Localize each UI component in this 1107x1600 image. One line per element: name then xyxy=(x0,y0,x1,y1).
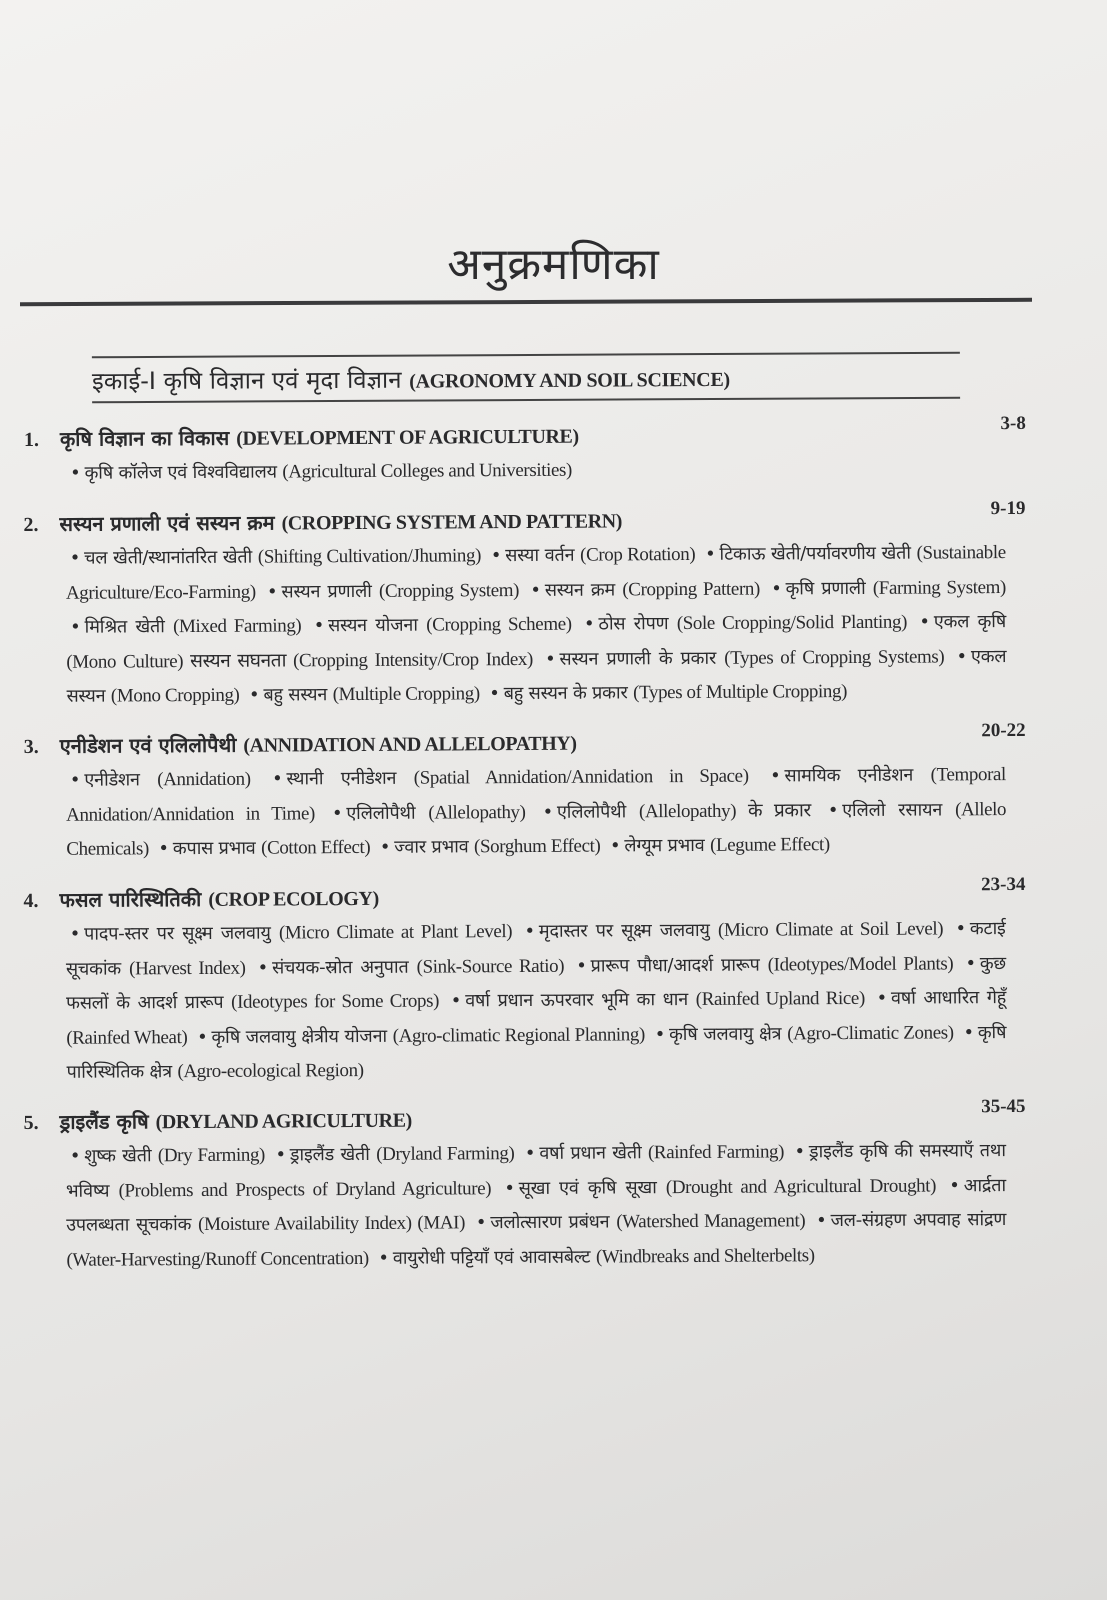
topic-item xyxy=(538,800,823,823)
topic-english: (Rainfed Upland Rice) xyxy=(695,987,865,1010)
topic-english: (Agro-ecological Region) xyxy=(177,1059,364,1082)
topic-item xyxy=(580,611,915,634)
topic-english: (Watershed Management) xyxy=(616,1210,806,1233)
topic-hindi: सामयिक एनीडेशन xyxy=(784,764,914,787)
bullet-icon: • xyxy=(69,769,81,791)
topic-hindi: कपास प्रभाव xyxy=(172,837,256,860)
chapter-title-hindi: एनीडेशन एवं एलिलोपैथी xyxy=(59,732,237,758)
bullet-icon: • xyxy=(583,613,595,635)
bullet-icon: • xyxy=(379,836,391,858)
topic-hindi: सस्यन योजना xyxy=(328,614,418,636)
topic-hindi: कृषि जलवायु क्षेत्र xyxy=(669,1022,782,1045)
topic-hindi: एकल सस्यन xyxy=(66,645,1007,707)
chapter-entry xyxy=(23,875,1024,1090)
topic-item xyxy=(572,952,961,975)
unit-title-hindi: इकाई-I कृषि विज्ञान एवं मृदा विज्ञान xyxy=(91,365,402,396)
topic-english: (Allelo Chemicals) xyxy=(66,798,1007,860)
topic-english: (Sink-Source Ratio) xyxy=(416,954,565,977)
bullet-icon: • xyxy=(919,611,930,633)
chapter-topics xyxy=(66,536,1007,714)
topic-hindi: संचयक-स्रोत अनुपात xyxy=(271,955,409,978)
bullet-icon: • xyxy=(450,989,462,1011)
chapter-number: 2. xyxy=(23,513,39,536)
bullet-icon: • xyxy=(248,684,260,706)
chapter-page-range: 9-19 xyxy=(990,497,1026,519)
chapter-number: 3. xyxy=(23,735,39,759)
chapter-title-hindi: कृषि विज्ञान का विकास xyxy=(59,425,230,451)
topic-hindi: पादप-स्तर पर सूक्ष्म जलवायु xyxy=(84,922,271,945)
topic-english: (Multiple Cropping) xyxy=(332,682,480,705)
topic-item xyxy=(500,1175,945,1199)
bullet-icon: • xyxy=(490,544,502,566)
chapter-list xyxy=(23,412,1026,1289)
topic-item xyxy=(66,615,310,637)
topic-hindi: एनीडेशन xyxy=(84,769,140,791)
chapter-heading xyxy=(23,719,1026,764)
topic-item xyxy=(485,681,847,704)
topic-hindi: कृषि प्रणाली xyxy=(785,576,866,599)
title-divider xyxy=(20,298,1032,306)
topic-hindi: एलिलोपैथी xyxy=(556,800,627,823)
chapter-topics xyxy=(66,451,1006,491)
chapter-title-hindi: सस्यन प्रणाली एवं सस्यन क्रम xyxy=(59,510,275,536)
topic-hindi: मृदास्तर पर सूक्ष्म जलवायु xyxy=(538,919,710,942)
topic-english: (Mono Culture) सस्यन सघनता (Cropping Intensity/Crop Index) xyxy=(66,647,533,672)
chapter-title xyxy=(60,729,577,759)
topic-item xyxy=(487,543,701,565)
bullet-icon: • xyxy=(489,682,500,704)
topic-item xyxy=(651,1021,960,1044)
chapter-title-hindi: ड्राइलैंड कृषि xyxy=(59,1109,149,1134)
bullet-icon: • xyxy=(530,578,541,600)
topic-item xyxy=(606,834,830,856)
topic-item xyxy=(271,1143,521,1166)
topic-hindi: बहु सस्यन xyxy=(263,683,328,706)
topic-english: (Shifting Cultivation/Jhuming) xyxy=(257,544,482,568)
topic-english: (Micro Climate at Soil Level) xyxy=(717,917,944,941)
bullet-icon: • xyxy=(257,956,269,978)
chapter-topics xyxy=(66,758,1007,867)
bullet-icon: • xyxy=(770,765,781,787)
topic-hindi: वर्षा आधारित गेहूँ xyxy=(890,986,1007,1009)
bullet-icon: • xyxy=(816,1210,827,1232)
topic-english: (Windbreaks and Shelterbelts) xyxy=(595,1244,815,1268)
topic-item xyxy=(193,1023,651,1047)
topic-english: (Crop Rotation) xyxy=(580,543,696,566)
topic-hindi: वर्षा प्रधान ऊपरवार भूमि का धान xyxy=(465,988,689,1011)
topic-item xyxy=(526,578,767,600)
topic-english: (Cropping Scheme) xyxy=(426,613,572,636)
bullet-icon: • xyxy=(876,987,888,1009)
topic-hindi: आर्द्रता उपलब्धता सूचकांक xyxy=(66,1174,1007,1236)
topic-english: (Allelopathy) xyxy=(428,801,526,824)
chapter-heading xyxy=(23,412,1026,457)
bullet-icon: • xyxy=(69,923,81,945)
chapter-title xyxy=(59,883,378,912)
topic-english: (Rainfed Farming) xyxy=(647,1141,785,1164)
chapter-title xyxy=(60,422,579,452)
chapter-entry xyxy=(23,1095,1026,1278)
topic-hindi: लेग्यूम प्रभाव xyxy=(624,834,705,857)
unit-heading xyxy=(92,352,960,404)
chapter-entry xyxy=(23,412,1026,492)
topic-item xyxy=(376,836,606,858)
topic-english: (Agricultural Colleges and Universities) xyxy=(282,459,572,483)
topic-english: (Farming System) xyxy=(872,576,1006,598)
topic-hindi: सूखा एवं कृषि सूखा xyxy=(518,1176,657,1199)
chapter-title-english: (DEVELOPMENT OF AGRICULTURE) xyxy=(236,425,579,450)
bullet-icon: • xyxy=(654,1023,666,1045)
topic-hindi: बहु सस्यन के प्रकार xyxy=(503,681,628,704)
bullet-icon: • xyxy=(609,835,621,857)
chapter-number: 4. xyxy=(23,889,39,912)
topic-hindi: वर्षा प्रधान खेती xyxy=(539,1142,642,1164)
topic-english: (Sustainable Agriculture/Eco-Farming) xyxy=(65,541,1006,603)
bullet-icon: • xyxy=(794,1141,806,1163)
topic-hindi: जलोत्सारण प्रबंधन xyxy=(490,1211,610,1234)
topic-hindi: कृषि पारिस्थितिक क्षेत्र xyxy=(66,1021,1007,1083)
chapter-page-range: 3-8 xyxy=(1000,412,1026,435)
bullet-icon: • xyxy=(331,802,343,824)
bullet-icon: • xyxy=(313,614,325,636)
chapter-title-english: (CROP ECOLOGY) xyxy=(208,887,379,911)
topic-english: (Ideotypes for Some Crops) xyxy=(231,990,440,1013)
chapter-entry xyxy=(23,719,1026,868)
topic-hindi: ड्राइलैंड कृषि की समस्याएँ तथा भविष्य xyxy=(65,1140,1006,1202)
topic-english: (Temporal Annidation/Annidation in Time) xyxy=(66,764,1006,826)
topic-english: (Agro-climatic Regional Planning) xyxy=(392,1023,645,1046)
topic-hindi: ज्वार प्रभाव xyxy=(394,836,469,858)
topic-hindi: सस्यन प्रणाली xyxy=(281,579,372,602)
bullet-icon: • xyxy=(70,462,81,484)
topic-english: (Mono Cropping) xyxy=(110,684,240,707)
topic-item xyxy=(268,766,766,790)
topic-item xyxy=(521,1141,791,1164)
bullet-icon: • xyxy=(378,1247,389,1269)
topic-item xyxy=(66,921,521,945)
chapter-page-range: 35-45 xyxy=(981,1095,1026,1118)
topic-item xyxy=(254,955,573,978)
topic-english: (Cotton Effect) xyxy=(261,836,371,859)
chapter-topics xyxy=(66,912,1007,1090)
topic-hindi: शुष्क खेती xyxy=(84,1145,152,1167)
chapter-title-english: (CROPPING SYSTEM AND PATTERN) xyxy=(281,509,623,534)
topic-english: (Agro-Climatic Zones) xyxy=(787,1021,954,1044)
topic-item xyxy=(66,769,268,791)
topic-item xyxy=(66,1145,272,1167)
topic-hindi: कुछ फसलों के आदर्श प्रारूप xyxy=(66,952,1006,1014)
topic-item xyxy=(328,801,539,823)
topic-english: (Drought and Agricultural Drought) xyxy=(665,1174,937,1198)
chapter-entry xyxy=(23,499,1024,714)
topic-hindi: टिकाऊ खेती/पर्यावरणीय खेती xyxy=(719,542,911,565)
bullet-icon: • xyxy=(524,920,535,942)
chapter-number: 1. xyxy=(23,428,39,452)
topic-hindi: कृषि कॉलेज एवं विश्वविद्यालय xyxy=(84,461,277,484)
topic-hindi: सस्यन क्रम xyxy=(544,578,616,600)
chapter-number: 5. xyxy=(23,1111,39,1135)
bullet-icon: • xyxy=(69,547,81,569)
topic-english: (Rainfed Wheat) xyxy=(66,1026,188,1048)
topic-item xyxy=(374,1245,814,1269)
topic-hindi: मिश्रित खेती xyxy=(84,615,165,638)
topic-english: (Harvest Index) xyxy=(129,956,246,979)
topic-hindi: एलिलोपैथी xyxy=(346,802,416,824)
unit-title-english: (AGRONOMY AND SOIL SCIENCE) xyxy=(409,368,730,393)
topic-english: (Types of Cropping Systems) xyxy=(724,645,945,668)
topic-english: (Dry Farming) xyxy=(157,1144,266,1167)
bullet-icon: • xyxy=(524,1142,536,1164)
topic-english: (Water-Harvesting/Runoff Concentration) xyxy=(66,1247,369,1271)
chapter-title-english: (ANNIDATION AND ALLELOPATHY) xyxy=(243,732,577,757)
bullet-icon: • xyxy=(771,577,782,599)
topic-hindi: ड्राइलैंड खेती xyxy=(289,1143,370,1166)
bullet-icon: • xyxy=(272,768,283,790)
topic-item xyxy=(472,1210,812,1233)
bullet-icon: • xyxy=(705,543,716,565)
topic-english: (Annidation) xyxy=(157,768,251,791)
topic-item xyxy=(66,460,572,484)
topic-item xyxy=(263,579,526,602)
bullet-icon: • xyxy=(956,645,967,667)
bullet-icon: • xyxy=(542,801,554,823)
topic-hindi: चल खेती/स्थानांतरित खेती xyxy=(84,546,253,569)
bullet-icon: • xyxy=(827,799,839,821)
topic-hindi: प्रारूप पौधा/आदर्श प्रारूप xyxy=(590,953,760,976)
topic-item xyxy=(245,683,485,705)
bullet-icon: • xyxy=(475,1212,487,1234)
bullet-icon: • xyxy=(955,917,966,939)
topic-item xyxy=(767,576,1006,598)
bullet-icon: • xyxy=(70,616,81,638)
chapter-title xyxy=(59,506,622,536)
topic-item xyxy=(447,987,873,1011)
topic-english: (Sole Cropping/Solid Planting) xyxy=(676,611,908,634)
topic-hindi: कृषि जलवायु क्षेत्रीय योजना xyxy=(211,1024,388,1047)
topic-english: (Legume Effect) xyxy=(709,834,830,856)
topic-english: (Cropping System) xyxy=(378,579,520,601)
topic-hindi: सस्या वर्तन xyxy=(505,544,575,566)
bullet-icon: • xyxy=(197,1025,208,1047)
chapter-page-range: 20-22 xyxy=(981,719,1026,742)
topic-item xyxy=(310,613,580,636)
topic-english: (Ideotypes/Model Plants) xyxy=(767,952,954,975)
topic-english: (Moisture Availability Index) (MAI) xyxy=(198,1212,466,1235)
chapter-heading xyxy=(23,1095,1026,1140)
topic-hindi: एकल कृषि xyxy=(933,610,1007,632)
topic-english: (Problems and Prospects of Dryland Agriculture) xyxy=(118,1177,492,1201)
chapter-heading xyxy=(23,873,1026,917)
bullet-icon: • xyxy=(266,580,278,602)
topic-english: (Micro Climate at Plant Level) xyxy=(278,920,513,943)
topic-hindi: कटाई सूचकांक xyxy=(65,917,1006,979)
topic-item xyxy=(154,837,376,859)
bullet-icon: • xyxy=(949,1174,960,1196)
bullet-icon: • xyxy=(69,1145,81,1167)
chapter-topics xyxy=(66,1134,1007,1278)
topic-english: (Dryland Farming) xyxy=(376,1143,515,1165)
topic-english: (Cropping Pattern) xyxy=(622,577,760,600)
bullet-icon: • xyxy=(965,952,976,974)
topic-hindi: वायुरोधी पट्टियाँ एवं आवासबेल्ट xyxy=(392,1246,591,1269)
topic-english: (Allelopathy) के प्रकार xyxy=(638,799,811,822)
topic-item xyxy=(66,545,487,569)
bullet-icon: • xyxy=(545,647,556,669)
chapter-title-hindi: फसल पारिस्थितिकी xyxy=(59,886,202,912)
bullet-icon: • xyxy=(963,1021,974,1043)
bullet-icon: • xyxy=(158,838,169,860)
topic-item xyxy=(520,918,951,942)
topic-english: (Spatial Annidation/Annidation in Space) xyxy=(413,765,749,789)
unit-title xyxy=(92,360,960,398)
chapter-title xyxy=(60,1106,412,1135)
topic-hindi: ठोस रोपण xyxy=(598,612,669,635)
page-title: अनुक्रमणिका xyxy=(447,239,660,290)
topic-hindi: सस्यन प्रणाली के प्रकार xyxy=(559,646,717,669)
bullet-icon: • xyxy=(576,954,587,976)
bullet-icon: • xyxy=(504,1177,515,1199)
topic-hindi: जल-संग्रहण अपवाह सांद्रण xyxy=(830,1209,1007,1232)
chapter-page-range: 23-34 xyxy=(981,873,1026,895)
topic-english: (Types of Multiple Cropping) xyxy=(633,680,848,703)
topic-hindi: एलिलो रसायन xyxy=(842,798,943,821)
topic-item xyxy=(541,645,953,669)
topic-hindi: स्थानी एनीडेशन xyxy=(286,767,397,790)
topic-english: (Mixed Farming) xyxy=(173,614,302,637)
chapter-title-english: (DRYLAND AGRICULTURE) xyxy=(155,1109,412,1134)
bullet-icon: • xyxy=(275,1144,286,1166)
chapter-heading xyxy=(23,497,1026,541)
topic-english: (Sorghum Effect) xyxy=(473,835,601,858)
